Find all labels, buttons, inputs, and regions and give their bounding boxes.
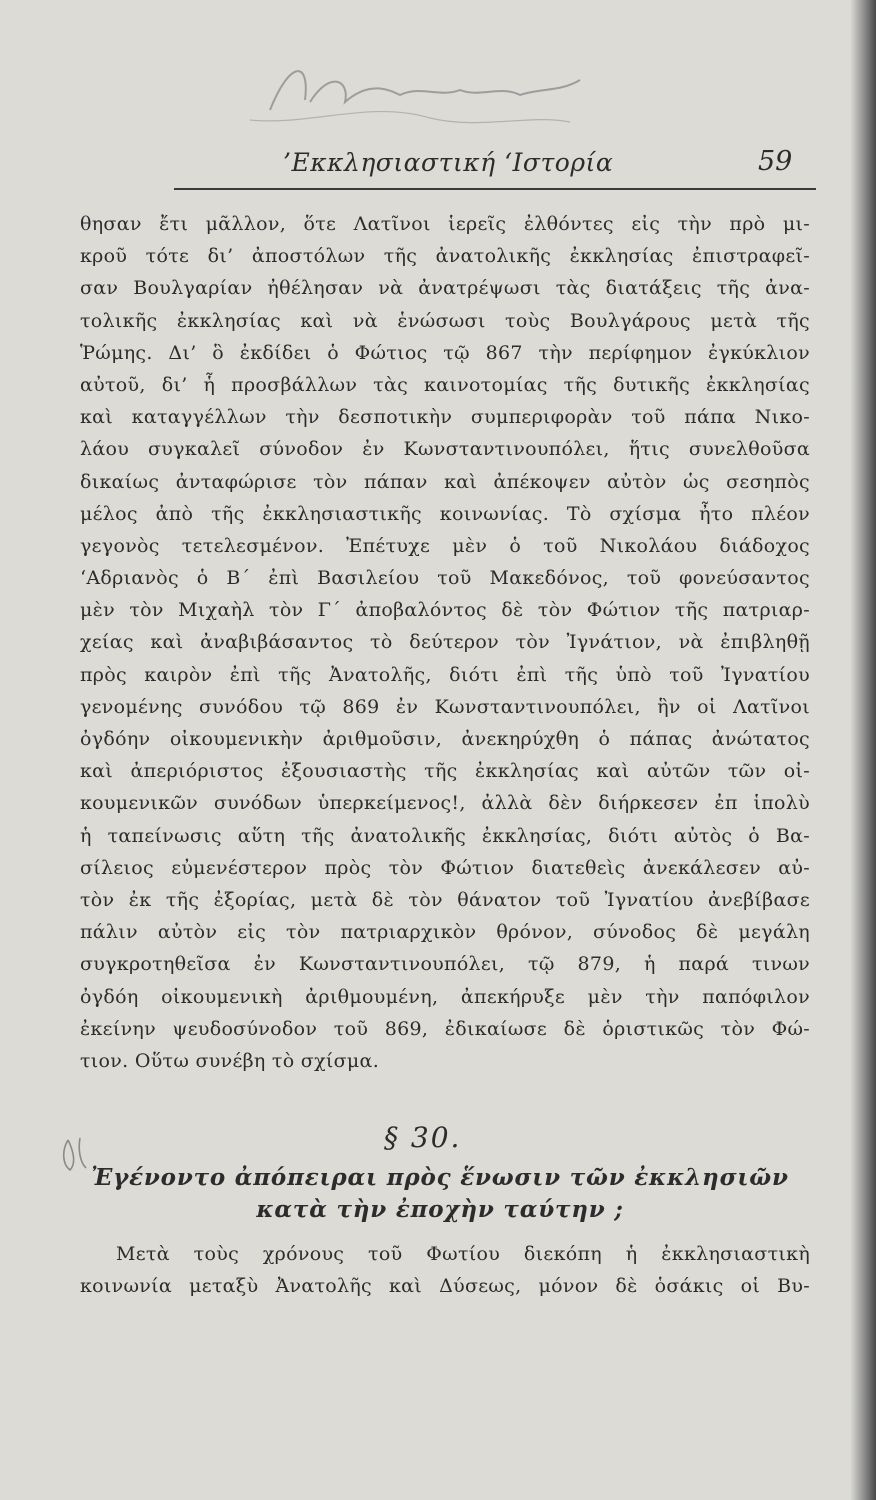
handwritten-scrawl xyxy=(250,40,590,130)
text-line: κοινωνία μεταξὺ Ἀνατολῆς καὶ Δύσεως, μόνον δὲ ὁσάκις οἱ Βυ- xyxy=(80,1275,810,1298)
text-line: χείας καὶ ἀναβιβάσαντος τὸ δεύτερον τὸν Ἰγνάτιον, νὰ ἐπιβληθῇ xyxy=(80,631,810,654)
text-line: κουμενικῶν συνόδων ὑπερκείμενος!, ἀλλὰ δὲν διήρκεσεν ἐπ ἱπολὺ xyxy=(80,792,810,815)
section-heading xyxy=(80,1162,800,1226)
text-line: αὐτοῦ, δι’ ἧ προσβάλλων τὰς καινοτομίας τῆς δυτικῆς ἐκκλησίας xyxy=(80,373,810,396)
text-line: δικαίως ἀνταφώρισε τὸν πάπαν καὶ ἀπέκοψεν αὐτὸν ὡς σεσηπὸς xyxy=(80,470,810,493)
text-line: ὀγδόη οἰκουμενικὴ ἀριθμουμένη, ἀπεκήρυξε μὲν τὴν παπόφιλον xyxy=(80,985,810,1008)
paragraph-2 xyxy=(80,1238,810,1302)
text-line: ἐκείνην ψευδοσύνοδον τοῦ 869, ἐδικαίωσε δὲ ὁριστικῶς τὸν Φώ- xyxy=(80,1017,810,1040)
text-line: τιον. Οὕτω συνέβη τὸ σχίσμα. xyxy=(80,1049,380,1072)
running-title: ’Εκκλησιαστική ‘Ιστορία xyxy=(283,148,614,177)
text-line: τὸν ἐκ τῆς ἐξορίας, μετὰ δὲ τὸν θάνατον τοῦ Ἰγνατίου ἀνεβίβασε xyxy=(80,888,810,911)
page-edge-shadow xyxy=(850,0,876,1500)
text-line: ‘Αδριανὸς ὁ Β΄ ἐπὶ Βασιλείου τοῦ Μακεδόνος, τοῦ φονεύσαντος xyxy=(80,567,810,590)
text-line: μέλος ἀπὸ τῆς ἐκκλησιαστικῆς κοινωνίας. Τὸ σχίσμα ἦτο πλέον xyxy=(80,502,810,525)
section-heading-line-1: Ἐγένοντο ἀπόπειραι πρὸς ἕνωσιν τῶν ἐκκλησιῶν xyxy=(91,1164,789,1191)
text-line: Μετὰ τοὺς χρόνους τοῦ Φωτίου διεκόπη ἡ ἐκκλησιαστικὴ xyxy=(116,1243,810,1265)
text-line: κροῦ τότε δι’ ἀποστόλων τῆς ἀνατολικῆς ἐκκλησίας ἐπιστραφεῖ- xyxy=(80,245,810,268)
text-line: θησαν ἔτι μᾶλλον, ὅτε Λατῖνοι ἱερεῖς ἐλθόντες εἰς τὴν πρὸ μι- xyxy=(80,213,810,235)
text-line: πρὸς καιρὸν ἐπὶ τῆς Ἀνατολῆς, διότι ἐπὶ τῆς ὑπὸ τοῦ Ἰγνατίου xyxy=(80,663,810,686)
text-line: μὲν τὸν Μιχαὴλ τὸν Γ΄ ἀποβαλόντος δὲ τὸν Φώτιον τῆς πατριαρ- xyxy=(80,599,810,622)
section-number: § 30. xyxy=(384,1121,462,1154)
text-line: καὶ ἀπεριόριστος ἐξουσιαστὴς τῆς ἐκκλησίας καὶ αὐτῶν τῶν οἰ- xyxy=(80,760,810,783)
text-line: λάου συγκαλεῖ σύνοδον ἐν Κωνσταντινουπόλει, ἥτις συνελθοῦσα xyxy=(80,438,810,461)
header-rule xyxy=(174,188,816,190)
text-line: πάλιν αὐτὸν εἰς τὸν πατριαρχικὸν θρόνον, σύνοδος δὲ μεγάλη xyxy=(80,921,810,944)
text-line: σίλειος εὐμενέστερον πρὸς τὸν Φώτιον διατεθεὶς ἀνεκάλεσεν αὐ- xyxy=(80,856,810,879)
paragraph-1 xyxy=(80,208,810,1077)
text-line: σαν Βουλγαρίαν ἠθέλησαν νὰ ἀνατρέψωσι τὰς διατάξεις τῆς ἀνα- xyxy=(80,277,810,300)
text-line: ὀγδόην οἰκουμενικὴν ἀριθμοῦσιν, ἀνεκηρύχθη ὁ πάπας ἀνώτατος xyxy=(80,728,810,750)
text-line: καὶ καταγγέλλων τὴν δεσποτικὴν συμπεριφορὰν τοῦ πάπα Νικο- xyxy=(80,406,810,429)
text-line: γενομένης συνόδου τῷ 869 ἐν Κωνσταντινουπόλει, ἣν οἱ Λατῖνοι xyxy=(80,695,810,718)
section-heading-line-2: κατὰ τὴν ἐποχὴν ταύτην ; xyxy=(256,1196,624,1223)
text-line: συγκροτηθεῖσα ἐν Κωνσταντινουπόλει, τῷ 879, ἡ παρά τινων xyxy=(80,953,810,976)
text-line: ἡ ταπείνωσις αὕτη τῆς ἀνατολικῆς ἐκκλησίας, διότι αὐτὸς ὁ Βα- xyxy=(80,824,810,847)
page-number: 59 xyxy=(758,146,793,177)
text-line: Ῥώμης. Δι’ ὃ ἐκδίδει ὁ Φώτιος τῷ 867 τὴν περίφημον ἐγκύκλιον xyxy=(80,341,810,364)
text-line: γεγονὸς τετελεσμένον. Ἐπέτυχε μὲν ὁ τοῦ Νικολάου διάδοχος xyxy=(80,534,810,557)
text-line: τολικῆς ἐκκλησίας καὶ νὰ ἑνώσωσι τοὺς Βουλγάρους μετὰ τῆς xyxy=(80,309,810,332)
